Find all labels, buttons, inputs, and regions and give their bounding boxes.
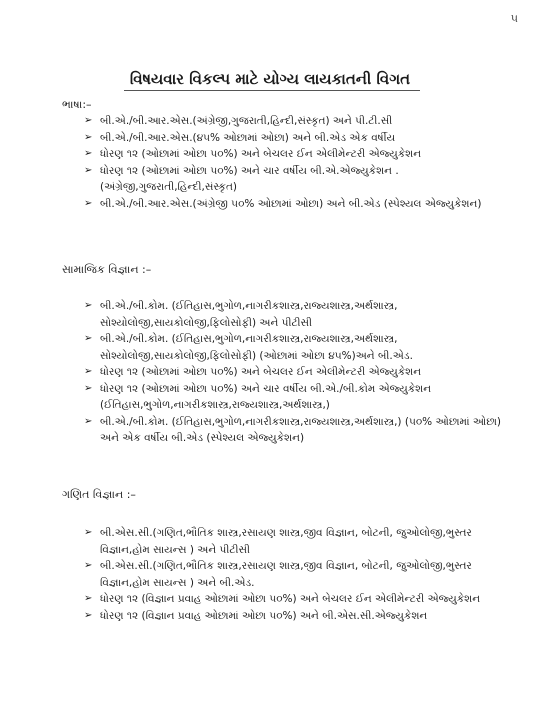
section-social-science	[62, 262, 502, 447]
list-item: ➢ બી.એ./બી.આર.એસ.(અંગ્રેજી,ગુજરાતી,હિન્દી,સંસ્કૃત) અને પી.ટી.સી	[84, 113, 502, 130]
list-item: ➢ ધોરણ ૧૨ (ઓછામાં ઓછા ૫૦%) અને બેચલર ઈન એલીમેન્ટરી એજ્યુકેશન	[84, 146, 502, 163]
section-heading: ભાષા:–	[62, 98, 92, 111]
page-title: વિષયવાર વિકલ્પ માટે યોગ્ય લાયકાતની વિગત	[129, 70, 411, 88]
section-language	[62, 97, 502, 212]
list-item: ➢ ધોરણ ૧૨ (ઓછામાં ઓછા ૫૦%) અને ચાર વર્ષીય બી.એ./બી.કોમ એજ્યુકેશન (ઈતિહાસ,ભુગોળ,નાગરીકશાસ્ત્ર,રાજ્યશાસ્ત્ર,અર્થશાસ્ત્ર,)	[84, 381, 502, 414]
section-heading: સામાજિક વિજ્ઞાન :–	[62, 263, 152, 276]
list-item: ➢ બી.એ./બી.કોમ. (ઈતિહાસ,ભુગોળ,નાગરીકશાસ્ત્ર,રાજ્યશાસ્ત્ર,અર્થશાસ્ત્ર, સોશ્યોલોજી,સાયકોલોજી,ફિલોસોફી) (ઓછામાં ઓછા ૪૫%)અને બી.એડ.	[84, 331, 502, 364]
qualification-list	[84, 298, 502, 447]
section-heading: ગણિત વિજ્ઞાન :–	[62, 488, 136, 501]
list-item: ➢ બી.એ./બી.આર.એસ.(૪૫% ઓછામાં ઓછા) અને બી.એડ એક વર્ષીય	[84, 130, 502, 147]
list-item: ➢ બી.એસ.સી.(ગણિત,ભૌતિક શાસ્ત્ર,રસાયણ શાસ્ત્ર,જીવ વિજ્ઞાન, બોટની, જુઓલોજી,ભુસ્તર વિજ્ઞાન,હોમ સાયન્સ ) અને પીટીસી	[84, 525, 502, 558]
title-underline	[124, 90, 420, 91]
page-number: ૫	[510, 12, 518, 25]
qualification-list	[84, 525, 502, 624]
list-item: ➢ બી.એ./બી.કોમ. (ઈતિહાસ,ભુગોળ,નાગરીકશાસ્ત્ર,રાજ્યશાસ્ત્ર,અર્થશાસ્ત્ર,) (૫૦% ઓછામાં ઓછા) અને એક વર્ષીય બી.એડ (સ્પેશ્યલ એજ્યુકેશન)	[84, 414, 502, 447]
list-item: ➢ ધોરણ ૧૨ (વિજ્ઞાન પ્રવાહ ઓછામાં ઓછા ૫૦%) અને બી.એસ.સી.એજ્યુકેશન	[84, 608, 502, 625]
list-item: ➢ બી.એ./બી.આર.એસ.(અંગ્રેજી ૫૦% ઓછામાં ઓછા) અને બી.એડ (સ્પેશ્યલ એજ્યુકેશન)	[84, 196, 502, 213]
list-item: ➢ ધોરણ ૧૨ (વિજ્ઞાન પ્રવાહ ઓછામાં ઓછા ૫૦%) અને બેચલર ઈન એલીમેન્ટરી એજ્યુકેશન	[84, 591, 502, 608]
qualification-list	[84, 113, 502, 212]
list-item: ➢ ધોરણ ૧૨ (ઓછામાં ઓછા ૫૦%) અને ચાર વર્ષીય બી.એ.એજ્યુકેશન . (અંગ્રેજી,ગુજરાતી,હિન્દી,સંસ્કૃત)	[84, 163, 502, 196]
list-item: ➢ બી.એ./બી.કોમ. (ઈતિહાસ,ભુગોળ,નાગરીકશાસ્ત્ર,રાજ્યશાસ્ત્ર,અર્થશાસ્ત્ર, સોશ્યોલોજી,સાયકોલોજી,ફિલોસોફી) અને પીટીસી	[84, 298, 502, 331]
list-item: ➢ ધોરણ ૧૨ (ઓછામાં ઓછા ૫૦%) અને બેચલર ઈન એલીમેન્ટરી એજ્યુકેશન	[84, 364, 502, 381]
list-item: ➢ બી.એસ.સી.(ગણિત,ભૌતિક શાસ્ત્ર,રસાયણ શાસ્ત્ર,જીવ વિજ્ઞાન, બોટની, જુઓલોજી,ભુસ્તર વિજ્ઞાન,હોમ સાયન્સ ) અને બી.એડ.	[84, 558, 502, 591]
section-math-science	[62, 487, 502, 624]
